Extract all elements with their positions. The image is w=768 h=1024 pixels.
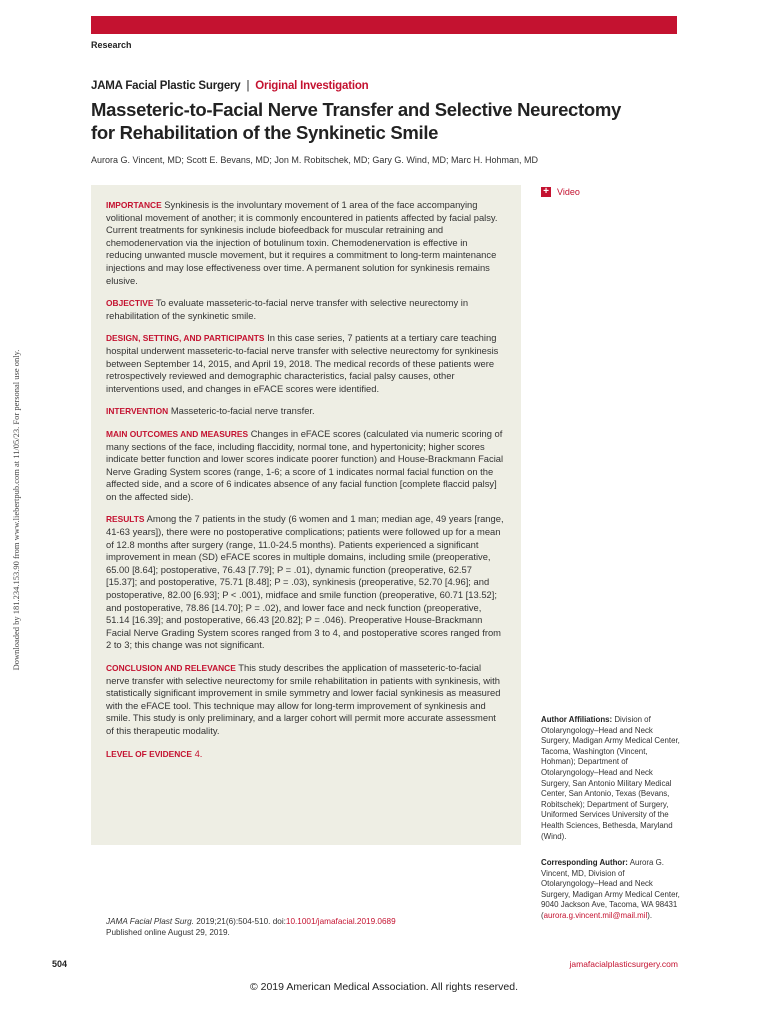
journal-name: JAMA Facial Plastic Surgery — [91, 80, 241, 92]
objective-heading: OBJECTIVE — [106, 298, 154, 309]
abstract-outcomes — [106, 428, 505, 504]
corresponding-email[interactable]: aurora.g.vincent.mil@mail.mil — [543, 910, 648, 920]
article-type: Original Investigation — [255, 80, 369, 92]
abstract-conclusion — [106, 662, 505, 738]
intervention-text: Masseteric-to-facial nerve transfer. — [170, 405, 315, 417]
author-affiliations — [541, 715, 681, 842]
copyright-notice: © 2019 American Medical Association. All rights reserved. — [249, 981, 519, 993]
title-line-2: for Rehabilitation of the Synkinetic Smile — [91, 122, 439, 143]
page-number: 504 — [52, 959, 68, 969]
article-title — [91, 98, 631, 144]
level-value: 4. — [194, 747, 203, 759]
title-line-1: Masseteric-to-Facial Nerve Transfer and Selective Neurectomy — [91, 99, 622, 120]
journal-url[interactable]: jamafacialplasticsurgery.com — [569, 959, 678, 969]
corresponding-author — [541, 858, 681, 922]
affiliations-text: Division of Otolaryngology–Head and Neck Surgery, Madigan Army Medical Center, Tacoma, Washington (Vincent, Hohman); Department of Otolaryngology–Head and Neck Surgery, San Antonio Military Medical Center, San Antonio, Texas (Bevans, Robitschek); Department of Surgery, Uniformed Services University of the Health Sciences, Bethesda, Maryland (Wind). — [541, 715, 680, 841]
download-watermark: Downloaded by 181.234.153.90 from www.liebertpub.com at 11/05/23. For personal use only. — [11, 349, 21, 671]
importance-text: Synkinesis is the involuntary movement of 1 area of the face accompanying volitional movement of another; it is commonly encountered in patients affected by facial palsy. Current treatments for synkinesis include biofeedback for muscular retraining and chemodenervation via the injection of botulinum toxin. Chemodenervation is effective in reducing unwanted muscle movement, but it requires a commitment to long-term maintenance injections and may lose effectiveness over time. A permanent solution for synkinesis remains elusive. — [106, 199, 498, 286]
design-heading: DESIGN, SETTING, AND PARTICIPANTS — [106, 333, 265, 344]
video-link[interactable] — [541, 187, 580, 197]
citation-line — [106, 916, 396, 927]
abstract-design — [106, 332, 505, 395]
plus-box-icon: + — [541, 187, 551, 197]
corresponding-close: ). — [647, 910, 653, 920]
published-date: Published online August 29, 2019. — [106, 928, 230, 937]
journal-separator: | — [246, 80, 250, 92]
author-list: Aurora G. Vincent, MD; Scott E. Bevans, MD; Jon M. Robitschek, MD; Gary G. Wind, MD; Marc H. Hohman, MD — [91, 155, 538, 165]
abstract-importance — [106, 199, 505, 287]
section-label: Research — [91, 40, 132, 50]
abstract-results — [106, 513, 505, 652]
abstract-box — [91, 185, 521, 845]
abstract-level-of-evidence — [106, 748, 505, 761]
outcomes-text: Changes in eFACE scores (calculated via numeric scoring of many sections of the face, including flaccidity, normal tone, and hypertonicity; higher scores indicate better function and lower scores indicate poorer function) and House-Brackmann Facial Nerve Grading System scores (range, 1-6; a score of 1 indicates normal facial function on the affected side, and a score of 6 indicates absence of any facial function [complete flaccid palsy] on the affected side). — [106, 427, 504, 502]
level-heading: LEVEL OF EVIDENCE — [106, 748, 192, 759]
outcomes-heading: MAIN OUTCOMES AND MEASURES — [106, 428, 249, 439]
citation-journal: JAMA Facial Plast Surg. — [106, 917, 194, 926]
citation-block — [106, 916, 396, 938]
affiliations-label: Author Affiliations: — [541, 715, 613, 724]
doi-link[interactable]: 10.1001/jamafacial.2019.0689 — [285, 917, 396, 926]
importance-heading: IMPORTANCE — [106, 200, 162, 210]
results-text: Among the 7 patients in the study (6 women and 1 man; median age, 49 years [range, 41-63 years]), there were no postoperative complications; patients were followed up for a mean of 12.8 months after surgery (range, 11.0-24.5 months). Patients experienced a significant improvement in mean (SD) eFACE scores in multiple domains, including smile (preoperative, 65.00 [8.64]; postoperative, 76.43 [7.79]; P = .01), dynamic function (preoperative, 62.57 [15.37]; and postoperative, 75.71 [8.48]; P = .03), synkinesis (preoperative, 52.70 [4.96]; and postoperative, 82.00 [6.93]; P < .001), midface and smile function (preoperative, 60.71 [13.52]; and postoperative, 78.86 [14.70]; P = .02), and lower face and neck function (preoperative, 51.14 [16.39]; and postoperative, 66.43 [20.82]; P = .046). Preoperative House-Brackmann Facial Nerve Grading System scores ranged from 3 to 4, and postoperative scores ranged from 2 to 3; this change was not significant. — [106, 513, 504, 651]
results-heading: RESULTS — [106, 514, 145, 525]
abstract-intervention — [106, 405, 505, 418]
video-label: Video — [557, 187, 580, 197]
conclusion-heading: CONCLUSION AND RELEVANCE — [106, 663, 236, 673]
objective-text: To evaluate masseteric-to-facial nerve transfer with selective neurectomy in rehabilitation of the synkinetic smile. — [106, 297, 469, 321]
abstract-objective — [106, 297, 505, 322]
design-text: In this case series, 7 patients at a tertiary care teaching hospital underwent masseteric-to-facial nerve transfer with selective neurectomy for synkinesis between September 14, 2015, and April 19, 2018. The medical records of these patients were retrospectively reviewed and demographic characteristics, facial palsy causes, other interventions used, and changes in eFACE scores were identified. — [106, 332, 499, 394]
citation-details: 2019;21(6):504-510. doi: — [193, 917, 286, 926]
corresponding-label: Corresponding Author: — [541, 858, 628, 867]
intervention-heading: INTERVENTION — [106, 406, 169, 417]
conclusion-text: This study describes the application of masseteric-to-facial nerve transfer with selective neurectomy for smile rehabilitation in patients with synkinesis, with statistically significant improvement in smile symmetry and lower facial synkinesis as measured with the eFACE tool. This technique may allow for long-term improvement of synkinesis and smile. This study is only preliminary, and a larger cohort will permit more accurate assessment of this therapeutic modality. — [106, 662, 501, 736]
corresponding-text: Aurora G. Vincent, MD, Division of Otolaryngology–Head and Neck Surgery, Madigan Army Medical Center, 9040 Jackson Ave, Tacoma, WA 98431 ( — [541, 858, 680, 920]
journal-line — [91, 80, 368, 92]
top-color-bar — [91, 16, 677, 34]
